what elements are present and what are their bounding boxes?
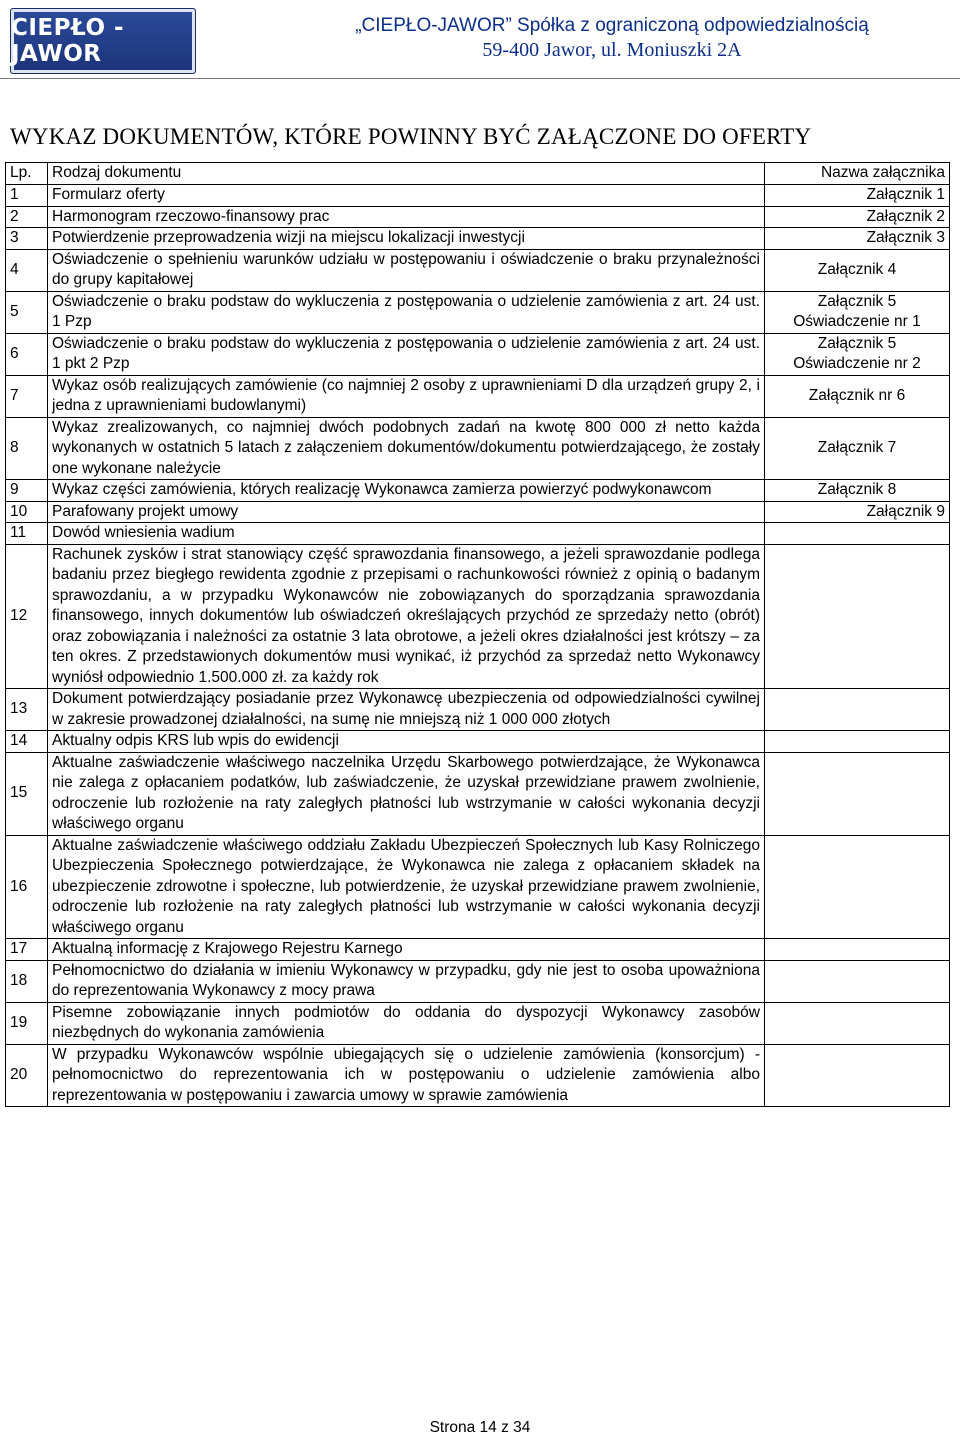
logo-text: CIEPŁO - JAWOR [11, 15, 125, 67]
header-divider [0, 78, 960, 79]
attachment-name: Załącznik 1 [765, 185, 950, 207]
attachment-name [765, 939, 950, 961]
table-row [6, 689, 950, 731]
document-type: Formularz oferty [48, 185, 765, 207]
attachment-name [765, 960, 950, 1002]
column-header-number: Lp. [6, 163, 48, 185]
table-row [6, 417, 950, 480]
attachment-name: Załącznik 8 [765, 480, 950, 502]
attachment-name: Załącznik 7 [765, 417, 950, 480]
table-row [6, 375, 950, 417]
document-type: Wykaz części zamówienia, których realizację Wykonawca zamierza powierzyć podwykonawcom [48, 480, 765, 502]
row-number: 14 [6, 731, 48, 753]
row-number: 6 [6, 333, 48, 375]
document-type: Harmonogram rzeczowo-finansowy prac [48, 206, 765, 228]
document-type: Rachunek zysków i strat stanowiący część sprawozdania finansowego, a jeżeli sprawozdanie podlega badaniu przez biegłego rewidenta zgodnie z przepisami o rachunkowości również z opinią o badanym sprawozdaniu, a w przypadku Wykonawców nie zobowiązanych do sporządzania sprawozdania finansowego, innych dokumentów lub oświadczeń określających przychód ze sprzedaży netto (obrót) oraz zobowiązania i należności za ostatnie 3 lata obrotowe, a jeżeli okres działalności jest krótszy – za ten okres. Z przedstawionych dokumentów musi wynikać, iż przychód za sprzedaż netto Wykonawcy wyniósł odpowiednio 1.500.000 zł. za każdy rok [48, 544, 765, 689]
company-info [272, 14, 952, 62]
column-header-document: Rodzaj dokumentu [48, 163, 765, 185]
row-number: 8 [6, 417, 48, 480]
document-type: Aktualną informację z Krajowego Rejestru Karnego [48, 939, 765, 961]
row-number: 10 [6, 501, 48, 523]
row-number: 2 [6, 206, 48, 228]
attachment-name: Załącznik 5 Oświadczenie nr 2 [765, 333, 950, 375]
document-type: W przypadku Wykonawców wspólnie ubiegających się o udzielenie zamówienia (konsorcjum) - pełnomocnictwo do reprezentowania ich w postępowaniu o udzielenie zamówienia albo reprezentowania w postępowaniu i zawarcia umowy w sprawie zamówienia [48, 1044, 765, 1107]
attachment-name [765, 689, 950, 731]
attachment-name: Załącznik 9 [765, 501, 950, 523]
table-row [6, 835, 950, 939]
attachment-name [765, 752, 950, 835]
attachment-name [765, 544, 950, 689]
document-type: Wykaz osób realizujących zamówienie (co najmniej 2 osoby z uprawnieniami D dla urządzeń grupy 2, i jedna z uprawnieniami budowlanymi) [48, 375, 765, 417]
row-number: 15 [6, 752, 48, 835]
documents-table [5, 162, 950, 1107]
row-number: 3 [6, 228, 48, 250]
page-header [0, 0, 960, 80]
document-type: Pisemne zobowiązanie innych podmiotów do oddania do dyspozycji Wykonawcy zasobów niezbędnych do wykonania zamówienia [48, 1002, 765, 1044]
row-number: 11 [6, 523, 48, 545]
table-row [6, 501, 950, 523]
attachment-name [765, 1002, 950, 1044]
document-type: Oświadczenie o spełnieniu warunków udziału w postępowaniu i oświadczenie o braku przynależności do grupy kapitałowej [48, 249, 765, 291]
document-type: Aktualny odpis KRS lub wpis do ewidencji [48, 731, 765, 753]
column-header-attachment: Nazwa załącznika [765, 163, 950, 185]
document-type: Aktualne zaświadczenie właściwego naczelnika Urzędu Skarbowego potwierdzające, że Wykonawca nie zalega z opłacaniem podatków, lub zaświadczenie, że uzyskał przewidziane prawem zwolnienie, odroczenie lub rozłożenie na raty zaległych płatności lub wstrzymanie w całości wykonania decyzji właściwego organu [48, 752, 765, 835]
attachment-name [765, 523, 950, 545]
document-type: Pełnomocnictwo do działania w imieniu Wykonawcy w przypadku, gdy nie jest to osoba upoważniona do reprezentowania Wykonawcy z mocy prawa [48, 960, 765, 1002]
table-row [6, 480, 950, 502]
company-logo [10, 8, 196, 74]
table-row [6, 1044, 950, 1107]
document-type: Wykaz zrealizowanych, co najmniej dwóch podobnych zadań na kwotę 800 000 zł netto każda wykonanych w ostatnich 5 latach z załączeniem dokumentów/dokumentu potwierdzającego, że zostały one wykonane należycie [48, 417, 765, 480]
attachment-name [765, 1044, 950, 1107]
table-row [6, 544, 950, 689]
document-type: Dokument potwierdzający posiadanie przez Wykonawcę ubezpieczenia od odpowiedzialności cywilnej w zakresie prowadzonej działalności, na sumę nie mniejszą niż 1 000 000 złotych [48, 689, 765, 731]
table-row [6, 731, 950, 753]
company-name: „CIEPŁO-JAWOR” Spółka z ograniczoną odpowiedzialnością [355, 15, 869, 36]
table-row [6, 1002, 950, 1044]
document-title: WYKAZ DOKUMENTÓW, KTÓRE POWINNY BYĆ ZAŁĄCZONE DO OFERTY [10, 124, 812, 149]
attachment-name [765, 835, 950, 939]
attachment-name: Załącznik 2 [765, 206, 950, 228]
document-type: Potwierdzenie przeprowadzenia wizji na miejscu lokalizacji inwestycji [48, 228, 765, 250]
document-type: Oświadczenie o braku podstaw do wykluczenia z postępowania o udzielenie zamówienia z art. 24 ust. 1 Pzp [48, 291, 765, 333]
page-number: Strona 14 z 34 [429, 1419, 531, 1436]
document-type: Dowód wniesienia wadium [48, 523, 765, 545]
row-number: 18 [6, 960, 48, 1002]
attachment-name: Załącznik 4 [765, 249, 950, 291]
attachment-name [765, 731, 950, 753]
attachment-name: Załącznik 3 [765, 228, 950, 250]
document-type: Oświadczenie o braku podstaw do wykluczenia z postępowania o udzielenie zamówienia z art. 24 ust. 1 pkt 2 Pzp [48, 333, 765, 375]
table-row [6, 752, 950, 835]
row-number: 1 [6, 185, 48, 207]
table-row [6, 228, 950, 250]
table-row [6, 206, 950, 228]
company-address: 59-400 Jawor, ul. Moniuszki 2A [482, 39, 742, 61]
document-type: Parafowany projekt umowy [48, 501, 765, 523]
row-number: 20 [6, 1044, 48, 1107]
attachment-name: Załącznik 5 Oświadczenie nr 1 [765, 291, 950, 333]
row-number: 19 [6, 1002, 48, 1044]
row-number: 13 [6, 689, 48, 731]
table-row [6, 939, 950, 961]
row-number: 5 [6, 291, 48, 333]
document-type: Aktualne zaświadczenie właściwego oddziału Zakładu Ubezpieczeń Społecznych lub Kasy Rolniczego Ubezpieczenia Społecznego potwierdzające, że Wykonawca nie zalega z opłacaniem składek na ubezpieczenie zdrowotne i społeczne, lub potwierdzenie, że uzyskał przewidziane prawem zwolnienie, odroczenie lub rozłożenie na raty zaległych płatności lub wstrzymanie w całości wykonania decyzji właściwego organu [48, 835, 765, 939]
row-number: 9 [6, 480, 48, 502]
table-body [6, 185, 950, 1107]
table-row [6, 185, 950, 207]
row-number: 7 [6, 375, 48, 417]
row-number: 4 [6, 249, 48, 291]
table-row [6, 333, 950, 375]
table-row [6, 249, 950, 291]
table-row [6, 960, 950, 1002]
row-number: 16 [6, 835, 48, 939]
row-number: 17 [6, 939, 48, 961]
table-row [6, 523, 950, 545]
attachment-name: Załącznik nr 6 [765, 375, 950, 417]
table-header-row [6, 163, 950, 185]
row-number: 12 [6, 544, 48, 689]
table-row [6, 291, 950, 333]
